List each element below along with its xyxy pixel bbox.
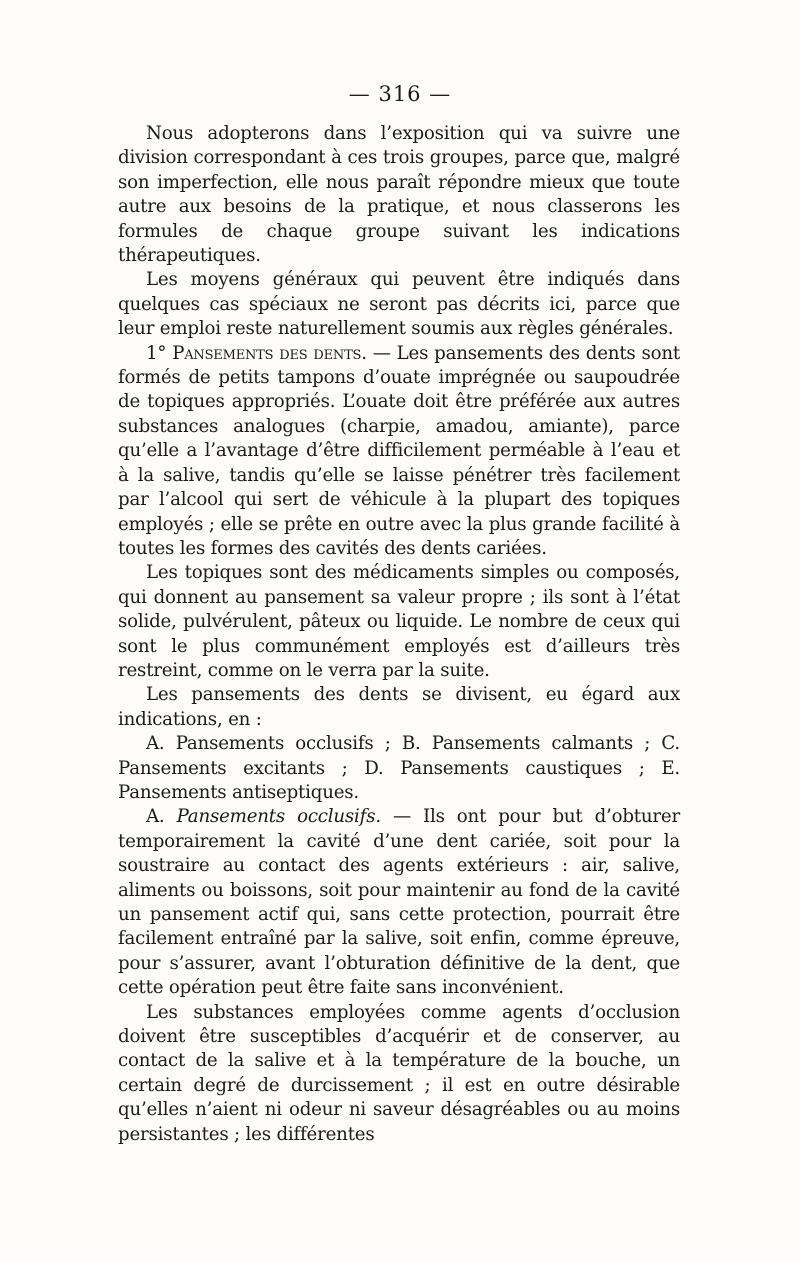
section-body: — Les pansements des dents sont formés de petits tampons d’ouate imprégnée ou saupoudrée de topiques appropriés. L’ouate doit être préférée aux autres substances analogues (charpie, amadou, amiante), parce qu’elle a l’avantage d’être difficilement perméable à l’eau et à la salive, tandis qu’elle se laisse pénétrer très facilement par l’alcool qui sert de véhicule à la plupart des topiques employés ; elle se prête en outre avec la plus grande facilité à toutes les formes des cavités des dents cariées.: [118, 342, 680, 559]
paragraph: Les moyens généraux qui peuvent être indiqués dans quelques cas spéciaux ne seront pas décrits ici, parce que leur emploi reste naturellement soumis aux règles générales.: [118, 269, 680, 340]
section-heading: Pansements occlusifs.: [176, 806, 381, 828]
paragraph-classification-list: A. Pansements occlusifs ; B. Pansements calmants ; C. Pansements excitants ; D. Pansements caustiques ; E. Pansements antiseptiques.: [118, 733, 680, 803]
section-letter: A.: [146, 806, 177, 828]
paragraph: Les substances employées comme agents d’occlusion doivent être susceptibles d’acquérir et de conserver, au contact de la salive et à la température de la bouche, un certain degré de durcissement ; il est en outre désirable qu’elles n’aient ni odeur ni saveur désagréables ou au moins persistantes ; les différentes: [118, 1001, 680, 1145]
paragraph-occlusive-heading: [118, 805, 680, 1000]
paragraph: Les topiques sont des médicaments simples ou composés, qui donnent au pansement sa valeur propre ; ils sont à l’état solide, pulvérulent, pâteux ou liquide. Le nombre de ceux qui sont le plus communément employés est d’ailleurs très restreint, comme on le verra par la suite.: [118, 562, 680, 681]
page-number: — 316 —: [348, 82, 452, 106]
paragraph: Les pansements des dents se divisent, eu égard aux indications, en :: [118, 684, 680, 730]
section-heading: Pansements des dents.: [172, 342, 367, 364]
body-text: [118, 122, 680, 1147]
paragraph-dressings-heading: [118, 342, 680, 562]
paragraph: Nous adopterons dans l’exposition qui va suivre une division correspondant à ces trois groupes, parce que, malgré son imperfection, elle nous paraît répondre mieux que toute autre aux besoins de la pratique, et nous classerons les formules de chaque groupe suivant les indications thérapeutiques.: [118, 123, 680, 267]
section-body: — Ils ont pour but d’obturer temporairement la cavité d’une dent cariée, soit pour la soustraire au contact des agents extérieurs : air, salive, aliments ou boissons, soit pour maintenir au fond de la cavité un pansement actif qui, sans cette protection, pourrait être facilement entraîné par la salive, soit enfin, comme épreuve, pour s’assurer, avant l’obturation définitive de la dent, que cette opération peut être faite sans inconvénient.: [118, 806, 680, 999]
section-number: 1°: [146, 342, 173, 364]
